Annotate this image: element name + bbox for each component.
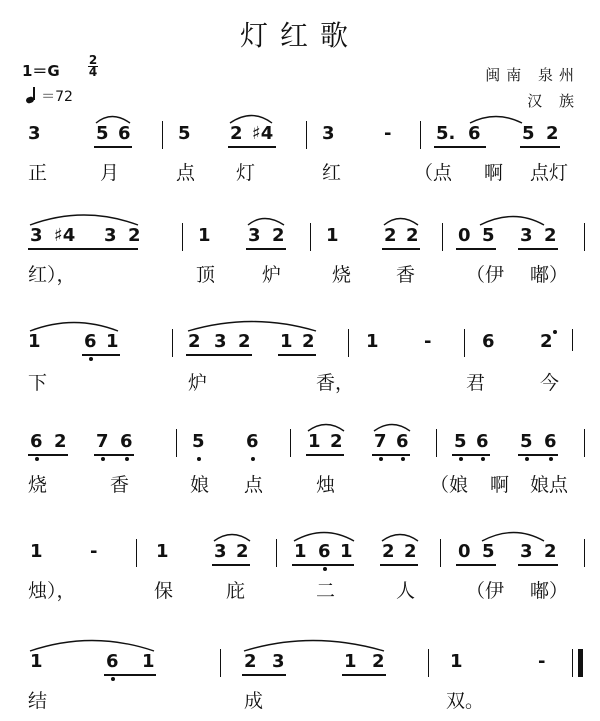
lyric: 烧 (28, 474, 48, 496)
barline (176, 429, 177, 457)
barline (306, 121, 307, 149)
note: 1 (142, 651, 155, 672)
lyric: 顶 (196, 264, 216, 286)
barline (428, 649, 429, 677)
note: 2 (230, 123, 243, 144)
region-origin: 闽南 泉州 (485, 66, 580, 84)
lyric: （娘 (430, 474, 469, 496)
lyric: 红 (322, 162, 342, 184)
note: 5. (436, 123, 456, 144)
low-octave-dot (125, 457, 129, 461)
barline (420, 121, 421, 149)
beat-underline (246, 248, 286, 250)
slur (480, 217, 544, 226)
final-barline-thick (578, 649, 583, 677)
lyric: 成 (244, 690, 264, 712)
lyric: 烧 (332, 264, 352, 286)
barline (136, 539, 137, 567)
barline (290, 429, 291, 457)
note: 1 (30, 651, 43, 672)
slur (188, 322, 316, 332)
lyric: （伊 (466, 580, 505, 602)
low-octave-dot (379, 457, 383, 461)
barline (440, 539, 441, 567)
note: 2 (128, 225, 141, 246)
note: 1 (294, 541, 307, 562)
barline (220, 649, 221, 677)
note: 3 (214, 331, 227, 352)
barline (348, 329, 349, 357)
note: 6 (476, 431, 489, 452)
beat-underline (94, 146, 132, 148)
beat-underline (434, 146, 486, 148)
note: 1 (340, 541, 353, 562)
slur (230, 116, 272, 124)
note: 6 (318, 541, 331, 562)
lyric: 炉 (188, 372, 208, 394)
lyric: 娘 (190, 474, 210, 496)
note: 2 (406, 225, 419, 246)
low-octave-dot (101, 457, 105, 461)
lyric: 嘟） (530, 264, 569, 286)
beat-underline (94, 454, 134, 456)
time-signature-top: 2 (88, 53, 98, 67)
lyric: （伊 (466, 264, 505, 286)
note: 6 (84, 331, 97, 352)
note: 5 (192, 431, 205, 452)
note: 3 (520, 225, 533, 246)
note: 5 (482, 225, 495, 246)
note: 6 (544, 431, 557, 452)
region-ethnicity: 汉 族 (527, 92, 580, 110)
beat-underline (518, 248, 558, 250)
barline (182, 223, 183, 251)
barline (442, 223, 443, 251)
lyric: 点 (244, 474, 264, 496)
high-octave-dot (553, 330, 557, 334)
note: 3 (272, 651, 285, 672)
lyric: 娘点 (530, 474, 569, 496)
lyric: 红）， (28, 264, 76, 286)
note: 7 (96, 431, 109, 452)
beat-underline (82, 354, 120, 356)
beat-underline (186, 354, 252, 356)
slur (244, 641, 384, 652)
low-octave-dot (481, 457, 485, 461)
song-title: 灯红歌 (239, 19, 360, 52)
lyric: 啊 (490, 474, 510, 496)
barline (584, 223, 585, 251)
barline (464, 329, 465, 357)
note: 2 (302, 331, 315, 352)
key-signature: 1＝G (22, 62, 60, 80)
beat-underline (292, 564, 354, 566)
low-octave-dot (549, 457, 553, 461)
note: 6 (468, 123, 481, 144)
note: 6 (396, 431, 409, 452)
beat-underline (28, 454, 68, 456)
note: 2 (382, 541, 395, 562)
note: 3 (104, 225, 117, 246)
note: 2 (54, 431, 67, 452)
dash: - (90, 541, 98, 562)
low-octave-dot (525, 457, 529, 461)
lyric: 点 (176, 162, 196, 184)
note: 5 (96, 123, 109, 144)
low-octave-dot (459, 457, 463, 461)
note: 2 (188, 331, 201, 352)
note: 6 (118, 123, 131, 144)
beat-underline (456, 564, 496, 566)
note: 3 (28, 123, 41, 144)
note: 6 (120, 431, 133, 452)
note: 6 (106, 651, 119, 672)
note: 2 (544, 541, 557, 562)
beat-underline (518, 454, 558, 456)
lyric: 今 (540, 372, 560, 394)
slur (30, 215, 138, 225)
note: 1 (28, 331, 41, 352)
note: 1 (198, 225, 211, 246)
lyric: 结 (28, 690, 48, 712)
note: 2 (238, 331, 251, 352)
beat-underline (28, 248, 138, 250)
note: 1 (366, 331, 379, 352)
low-octave-dot (197, 457, 201, 461)
low-octave-dot (111, 677, 115, 681)
lyric: 君 (466, 372, 486, 394)
note: 3 (214, 541, 227, 562)
note: 2 (272, 225, 285, 246)
lyric: 炉 (262, 264, 282, 286)
time-signature-bottom: 4 (88, 65, 98, 79)
lyric: 啊 (484, 162, 504, 184)
note: 5 (482, 541, 495, 562)
low-octave-dot (89, 357, 93, 361)
note: 2 (244, 651, 257, 672)
barline (162, 121, 163, 149)
note: 1 (308, 431, 321, 452)
lyric: 嘟） (530, 580, 569, 602)
lyric: 月 (100, 162, 120, 184)
note: ♯4 (54, 225, 76, 246)
low-octave-dot (251, 457, 255, 461)
note: 5 (178, 123, 191, 144)
beat-underline (520, 146, 560, 148)
beat-underline (212, 564, 250, 566)
lyric: 下 (28, 372, 48, 394)
note: 1 (344, 651, 357, 672)
beat-underline (372, 454, 410, 456)
note: 2 (546, 123, 559, 144)
note: 2 (372, 651, 385, 672)
lyric: 庇 (226, 580, 246, 602)
slur (30, 323, 118, 332)
dash: - (384, 123, 392, 144)
note: 0 (458, 225, 471, 246)
note: 6 (246, 431, 259, 452)
lyric: 保 (154, 580, 174, 602)
beat-underline (382, 248, 420, 250)
note: 1 (106, 331, 119, 352)
note: 3 (30, 225, 43, 246)
note: 3 (248, 225, 261, 246)
beat-underline (104, 674, 156, 676)
lyric: 点灯 (530, 162, 569, 184)
final-barline-thin (572, 649, 573, 677)
lyric: 香， (316, 372, 355, 394)
lyric: 二 (316, 580, 336, 602)
beat-underline (452, 454, 490, 456)
note: 2 (236, 541, 249, 562)
barline (276, 539, 277, 567)
barline (172, 329, 173, 357)
note: 2 (544, 225, 557, 246)
note: 6 (482, 331, 495, 352)
barline (436, 429, 437, 457)
note: 1 (326, 225, 339, 246)
note: 1 (280, 331, 293, 352)
beat-underline (380, 564, 418, 566)
note: 1 (450, 651, 463, 672)
note: 6 (30, 431, 43, 452)
note: 5 (454, 431, 467, 452)
note: ♯4 (252, 123, 274, 144)
note: 0 (458, 541, 471, 562)
quarter-note-icon (26, 87, 36, 103)
beat-underline (228, 146, 276, 148)
dash: - (424, 331, 432, 352)
slur (30, 641, 154, 652)
note: 3 (322, 123, 335, 144)
barline (584, 429, 585, 457)
barline (584, 539, 585, 567)
barline (572, 329, 573, 351)
lyric: 正 (28, 162, 48, 184)
lyric: 人 (396, 580, 416, 602)
note: 1 (156, 541, 169, 562)
note: 2 (404, 541, 417, 562)
barline (310, 223, 311, 251)
low-octave-dot (323, 567, 327, 571)
lyric: （点 (414, 162, 453, 184)
lyric: 双。 (446, 690, 485, 712)
note: 7 (374, 431, 387, 452)
beat-underline (242, 674, 286, 676)
low-octave-dot (35, 457, 39, 461)
note: 3 (520, 541, 533, 562)
beat-underline (518, 564, 558, 566)
beat-underline (306, 454, 344, 456)
slur (294, 533, 354, 542)
dash: - (538, 651, 546, 672)
note: 2 (384, 225, 397, 246)
tempo-marking (26, 86, 73, 106)
lyric: 灯 (236, 162, 256, 184)
time-signature (88, 55, 98, 78)
tempo-value: ＝72 (41, 89, 73, 105)
note: 5 (520, 431, 533, 452)
lyric: 香 (396, 264, 416, 286)
beat-underline (278, 354, 316, 356)
note: 5 (522, 123, 535, 144)
beat-underline (342, 674, 386, 676)
slur (482, 533, 544, 542)
beat-underline (456, 248, 496, 250)
note: 2 (330, 431, 343, 452)
low-octave-dot (401, 457, 405, 461)
lyric: 香 (110, 474, 130, 496)
note: 2 (540, 331, 553, 352)
lyric: 烛）， (28, 580, 76, 602)
note: 1 (30, 541, 43, 562)
lyric: 烛 (316, 474, 336, 496)
